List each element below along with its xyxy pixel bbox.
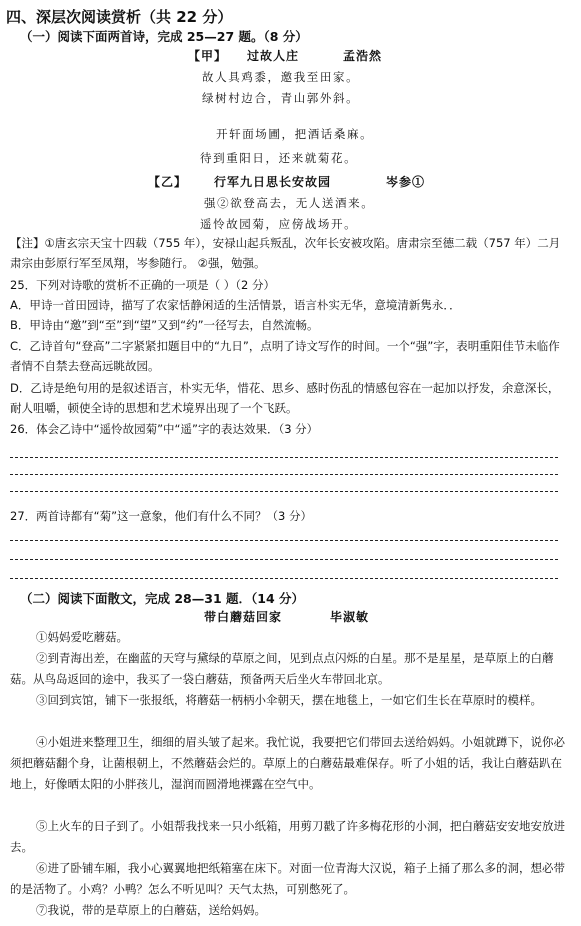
essay-paragraph: ①妈妈爱吃蘑菇。 [36, 630, 128, 644]
essay-paragraph: ④小姐进来整理卫生，细细的眉头皱了起来。我忙说，我要把它们带回去送给妈妈。小姐就蹲下，说你必须把蘑菇翻个身，让菌根朝上，不然蘑菇会烂的。草原上的白蘑菇最难保存。听了小姐的话，我让白蘑菇趴在地上，好像晒太阳的小胖孩儿，湿润而圆滑地裸露在空气中。 [10, 735, 565, 791]
q25-option-c: C．乙诗首句“登高”二字紧紧扣题目中的“九日”，点明了诗文写作的时间。一个“强”字，表明重阳佳节未临作者情不自禁去登高远眺故园。 [10, 339, 560, 373]
poem-b-author: 岑参① [386, 175, 426, 189]
essay-paragraph: ⑤上火车的日子到了。小姐帮我找来一只小纸箱，用剪刀戳了许多梅花形的小洞，把白蘑菇安安地安放进去。 [10, 819, 565, 854]
poem-a-title: 过故人庄 [247, 49, 300, 63]
answer-line[interactable] [10, 559, 558, 560]
answer-line[interactable] [10, 578, 558, 579]
essay-paragraph: ②到青海出差，在幽蓝的天穹与黛绿的草原之间，见到点点闪烁的白星。那不是星星，是草原上的白蘑菇。从鸟岛返回的途中，我买了一袋白蘑菇，预备两天后坐火车带回北京。 [10, 651, 554, 686]
answer-line[interactable] [10, 491, 558, 492]
q25-option-a: A．甲诗一首田园诗，描写了农家恬静闲适的生活情景，语言朴实无华，意境清新隽永．． [10, 298, 461, 312]
part2-heading: （二）阅读下面散文，完成 28—31 题．（14 分） [20, 591, 304, 606]
poem-b-line: 遥怜故园菊，应傍战场开。 [200, 217, 358, 231]
essay-author: 毕淑敏 [330, 610, 370, 624]
q25-option-b: B．甲诗由“邀”到“至”到“望”又到“约”一径写去，自然流畅。 [10, 318, 319, 332]
poem-b-title: 行军九日思长安故园 [214, 175, 332, 189]
poem-b-label: 【乙】 [148, 175, 188, 189]
question-26: 26．体会乙诗中“遥怜故园菊”中“遥”字的表达效果．（3 分） [10, 422, 319, 436]
poem-a-label: 【甲】 [188, 49, 228, 63]
answer-line[interactable] [10, 474, 558, 475]
essay-paragraph: ⑥进了卧铺车厢，我小心翼翼地把纸箱塞在床下。对面一位青海大汉说，箱子上捅了那么多的洞，想必带的是活物了。小鸡？小鸭？怎么不听见叫？天气太热，可别憋死了。 [10, 861, 565, 896]
poem-b-line: 强②欲登高去，无人送酒来。 [204, 196, 375, 210]
section-heading: 四、深层次阅读赏析（共 22 分） [6, 8, 233, 26]
q25-option-d: D．乙诗是绝句用的是叙述语言，朴实无华，惜花、思乡、感时伤乱的情感包容在一起加以抒发，余意深长，耐人咀嚼，顿使全诗的思想和艺术境界出现了一个飞跃。 [10, 381, 560, 415]
poem-a-line: 开轩面场圃，把酒话桑麻。 [216, 127, 374, 141]
essay-paragraph: ③回到宾馆，铺下一张报纸，将蘑菇一柄柄小伞朝天，摆在地毯上，一如它们生长在草原时的模样。 [36, 693, 542, 707]
answer-line[interactable] [10, 540, 558, 541]
poem-a-author: 孟浩然 [343, 49, 383, 63]
poem-a-line: 绿树村边合，青山郭外斜。 [202, 91, 360, 105]
question-25: 25．下列对诗歌的赏析不正确的一项是（ ）（2 分） [10, 278, 276, 292]
essay-title: 带白蘑菇回家 [204, 610, 283, 624]
poem-a-line: 待到重阳日，还来就菊花。 [200, 151, 358, 165]
poem-a-line: 故人具鸡黍，邀我至田家。 [202, 70, 360, 84]
part1-heading: （一）阅读下面两首诗，完成 25—27 题。（8 分） [20, 29, 308, 44]
annotation-note: 【注】①唐玄宗天宝十四载（755 年），安禄山起兵叛乱，次年长安被攻陷。唐肃宗至德二载（757 年）二月肃宗由彭原行军至凤翔，岑参随行。 ②强，勉强。 [10, 236, 561, 270]
answer-line[interactable] [10, 457, 558, 458]
essay-paragraph: ⑦我说，带的是草原上的白蘑菇，送给妈妈。 [36, 903, 266, 917]
question-27: 27．两首诗都有“菊”这一意象，他们有什么不同？（3 分） [10, 509, 313, 523]
